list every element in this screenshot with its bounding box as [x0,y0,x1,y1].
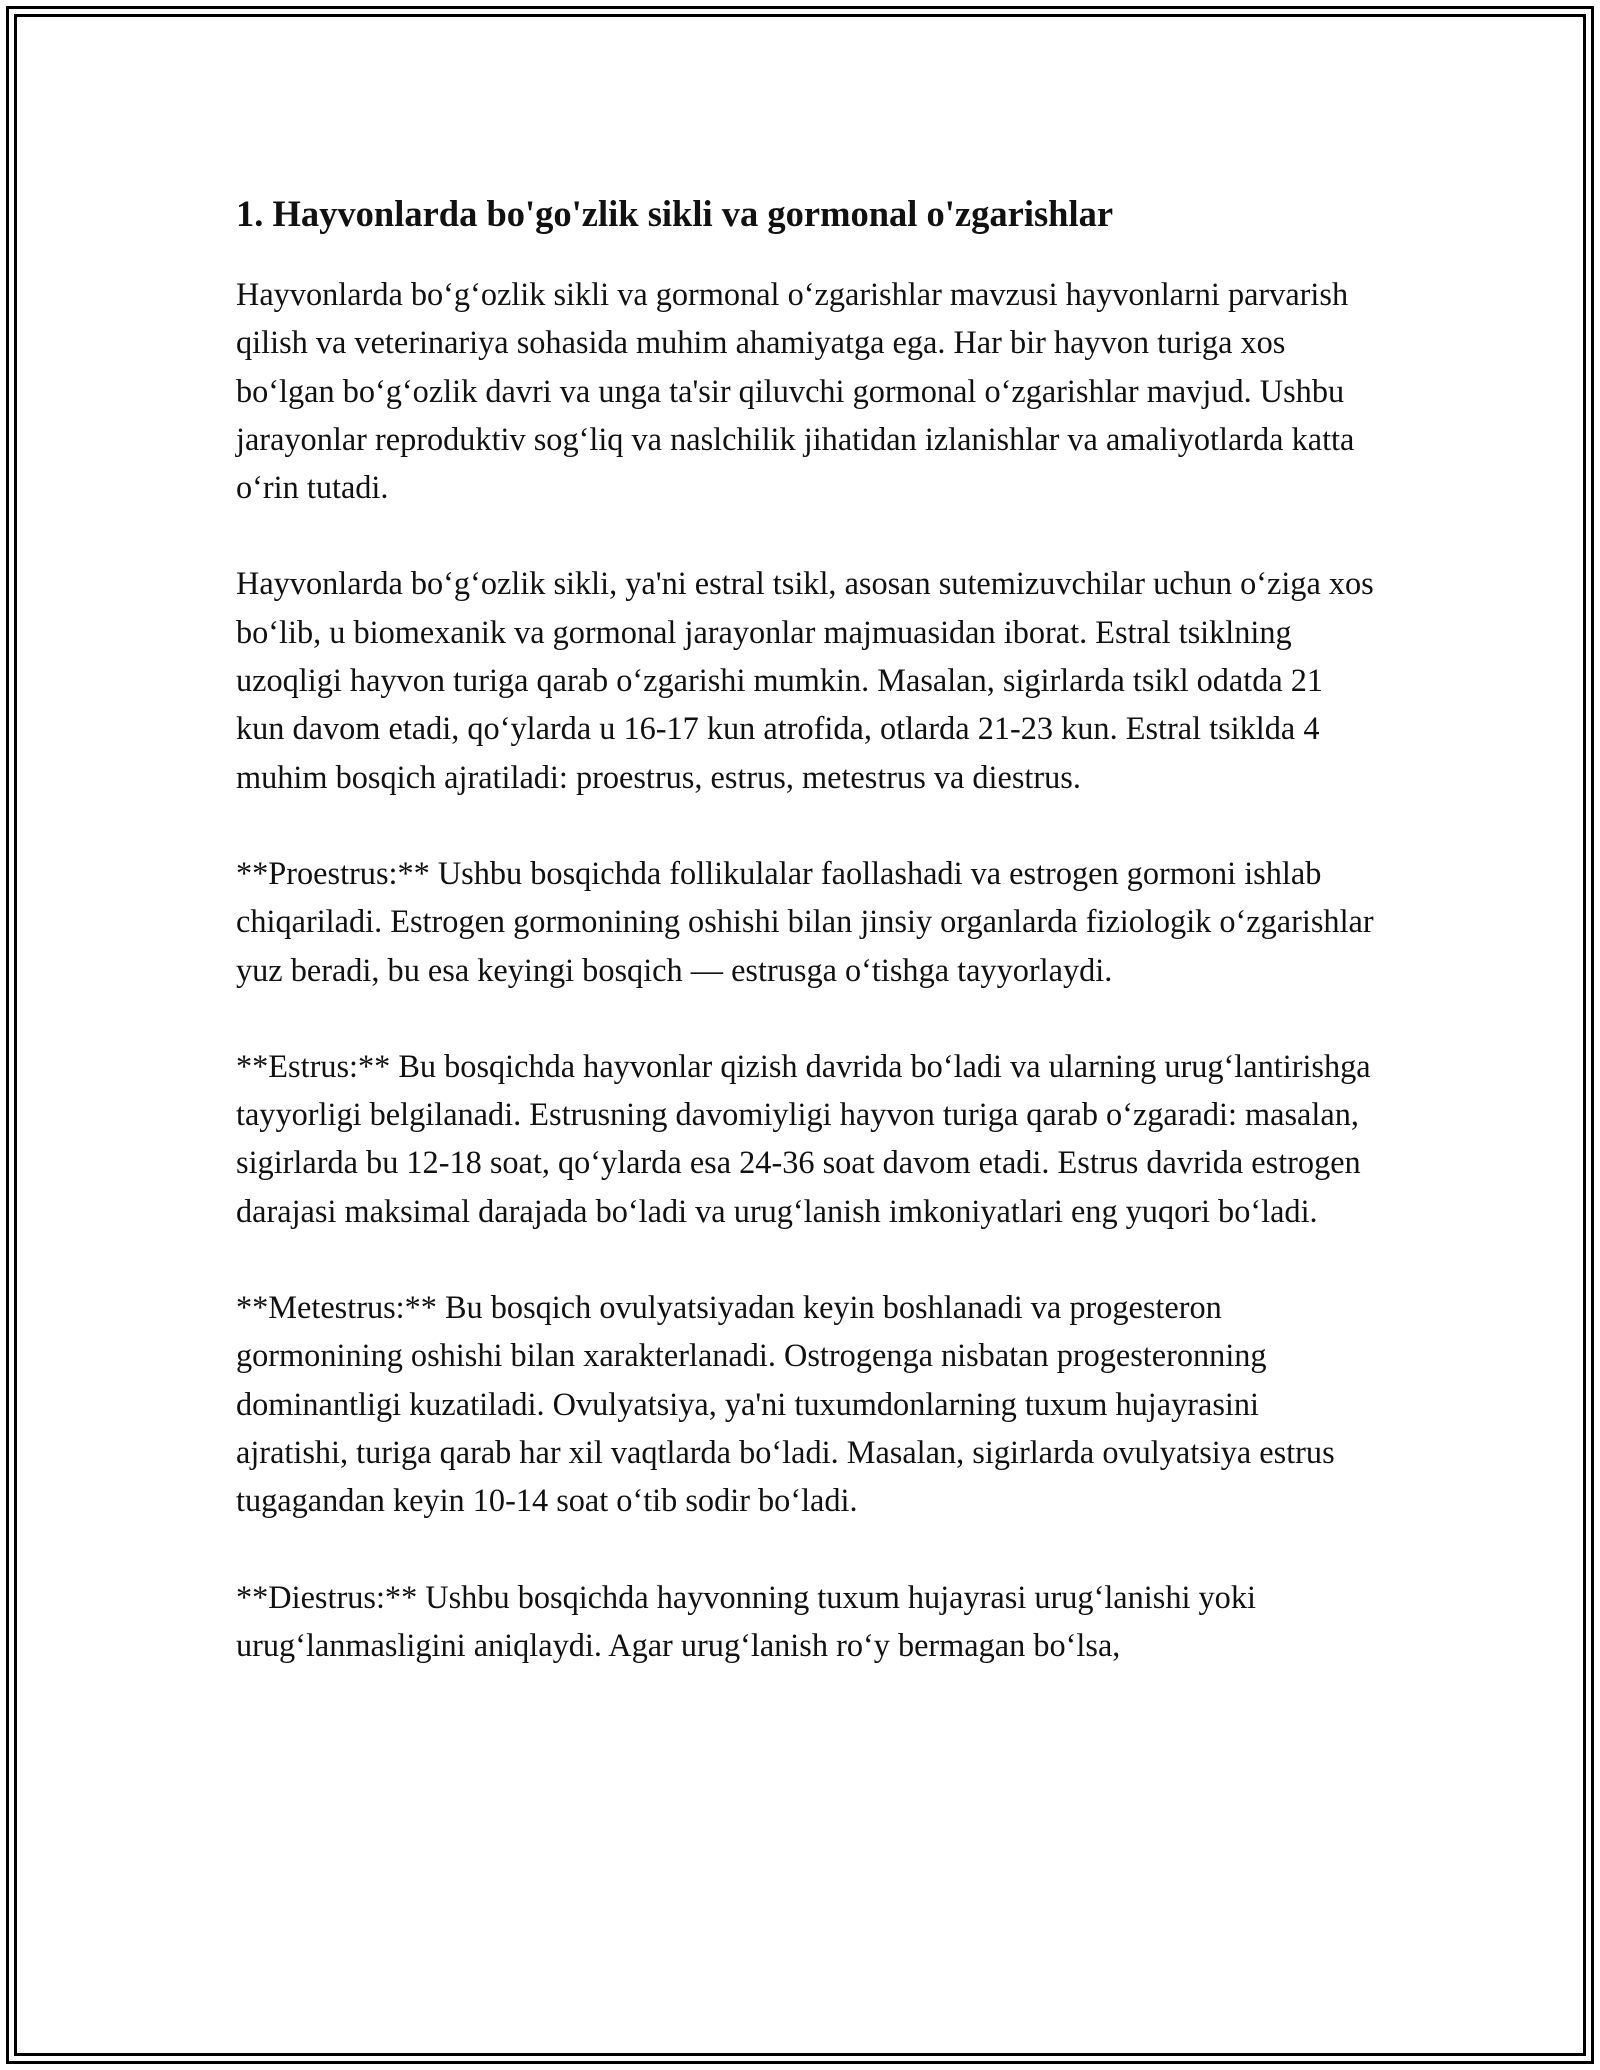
paragraph-metestrus: **Metestrus:** Bu bosqich ovulyatsiyadan keyin boshlanadi va progesteron gormonining oshishi bilan xarakterlanadi. Ostrogenga nisbatan progesteronning dominantligi kuzatiladi. Ovulyatsiya, ya'ni tuxumdonlarning tuxum hujayrasini ajratishi, turiga qarab har xil vaqtlarda bo‘ladi. Masalan, sigirlarda ovulyatsiya estrus tugagandan keyin 10-14 soat o‘tib sodir bo‘ladi. [236,1289,1335,1519]
paragraph-intro: Hayvonlarda bo‘g‘ozlik sikli va gormonal o‘zgarishlar mavzusi hayvonlarni parvarish qilish va veterinariya sohasida muhim ahamiyatga ega. Har bir hayvon turiga xos bo‘lgan bo‘g‘ozlik davri va unga ta'sir qiluvchi gormonal o‘zgarishlar mavjud. Ushbu jarayonlar reproduktiv sog‘liq va naslchilik jihatidan izlanishlar va amaliyotlarda katta o‘rin tutadi. [236,276,1355,506]
document-title: 1. Hayvonlarda bo'go'zlik sikli va gormonal o'zgarishlar [236,193,1114,234]
paragraph-estral-cycle: Hayvonlarda bo‘g‘ozlik sikli, ya'ni estral tsikl, asosan sutemizuvchilar uchun o‘ziga xos bo‘lib, u biomexanik va gormonal jarayonlar majmuasidan iborat. Estral tsiklning uzoqligi hayvon turiga qarab o‘zgarishi mumkin. Masalan, sigirlarda tsikl odatda 21 kun davom etadi, qo‘ylarda u 16-17 kun atrofida, otlarda 21-23 kun. Estral tsiklda 4 muhim bosqich ajratiladi: proestrus, estrus, metestrus va diestrus. [236,565,1374,795]
paragraph-proestrus: **Proestrus:** Ushbu bosqichda follikulalar faollashadi va estrogen gormoni ishlab chiqariladi. Estrogen gormonining oshishi bilan jinsiy organlarda fiziologik o‘zgarishlar yuz beradi, bu esa keyingi bosqich — estrusga o‘tishga tayyorlaydi. [236,854,1374,988]
document-body [236,186,1376,1669]
paragraph-diestrus: **Diestrus:** Ushbu bosqichda hayvonning tuxum hujayrasi urug‘lanishi yoki urug‘lanmasligini aniqlaydi. Agar urug‘lanish ro‘y bermagan bo‘lsa, [236,1578,1256,1663]
paragraph-estrus: **Estrus:** Bu bosqichda hayvonlar qizish davrida bo‘ladi va ularning urug‘lantirishga tayyorligi belgilanadi. Estrusning davomiyligi hayvon turiga qarab o‘zgaradi: masalan, sigirlarda bu 12-18 soat, qo‘ylarda esa 24-36 soat davom etadi. Estrus davrida estrogen darajasi maksimal darajada bo‘ladi va urug‘lanish imkoniyatlari eng yuqori bo‘ladi. [236,1047,1371,1229]
